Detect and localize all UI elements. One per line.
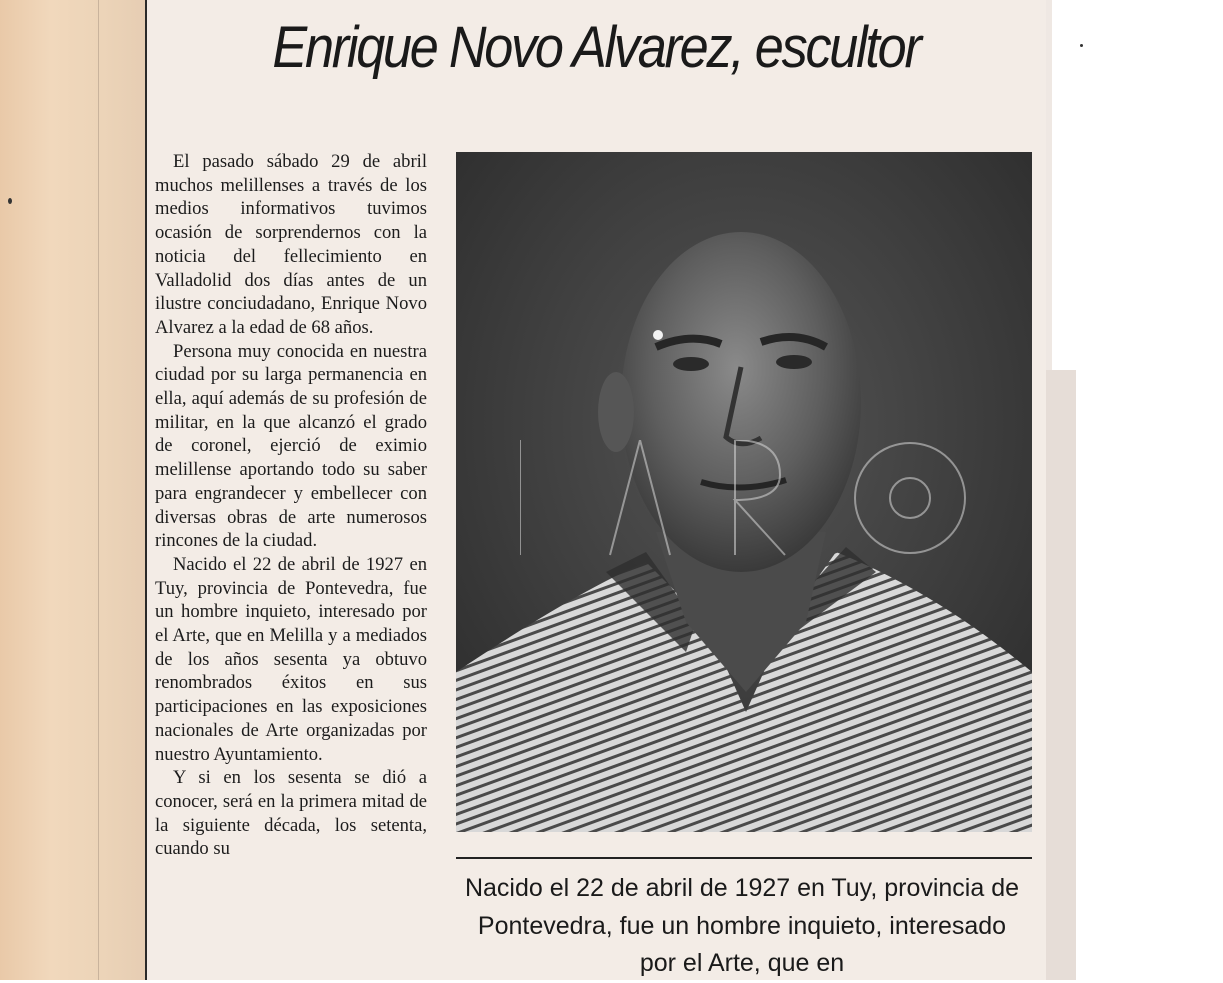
paper-speck xyxy=(1080,44,1083,47)
article-paragraph-3: Nacido el 22 de abril de 1927 en Tuy, provincia de Pontevedra, fue un hombre inquieto, interesado por el Arte, que en Melilla y a mediados de los años sesenta ya obtuvo renombrados éxitos en sus participaciones en las exposiciones nacionales de Arte organizadas por nuestro Ayuntamiento. xyxy=(155,553,427,765)
column-rule-outer xyxy=(98,0,99,980)
portrait-photo xyxy=(456,152,1032,832)
column-rule xyxy=(145,0,147,980)
portrait-illustration xyxy=(456,152,1032,832)
paper-margin xyxy=(0,0,146,980)
article-paragraph-2: Persona muy conocida en nuestra ciudad por su larga permanencia en ella, aquí además de su profesión de militar, en la que alcanzó el grado de coronel, ejerció de eximio melillense aportando todo su saber para engrandecer y embellecer con diversas obras de arte numerosos rincones de la ciudad. xyxy=(155,340,427,552)
pull-quote: Nacido el 22 de abril de 1927 en Tuy, provincia de Pontevedra, fue un hombre inquieto, interesado por el Arte, que en xyxy=(464,874,1020,977)
pull-quote-rule xyxy=(456,857,1032,859)
article-paragraph-1: El pasado sábado 29 de abril muchos melillenses a través de los medios informativos tuvimos ocasión de sorprendernos con la noticia del fellecimiento en Valladolid dos días antes de un ilustre conciudadano, Enrique Novo Alvarez a la edad de 68 años. xyxy=(155,151,427,338)
article-paragraph-4: Y si en los sesenta se dió a conocer, será en la primera mitad de la siguiente década, los setenta, cuando su xyxy=(155,767,427,860)
article-body xyxy=(155,150,427,861)
paper-edge xyxy=(1046,0,1052,370)
paper-speck xyxy=(8,198,12,204)
paper-strip xyxy=(1046,370,1076,980)
article-headline: Enrique Novo Alvarez, escultor xyxy=(272,15,920,80)
